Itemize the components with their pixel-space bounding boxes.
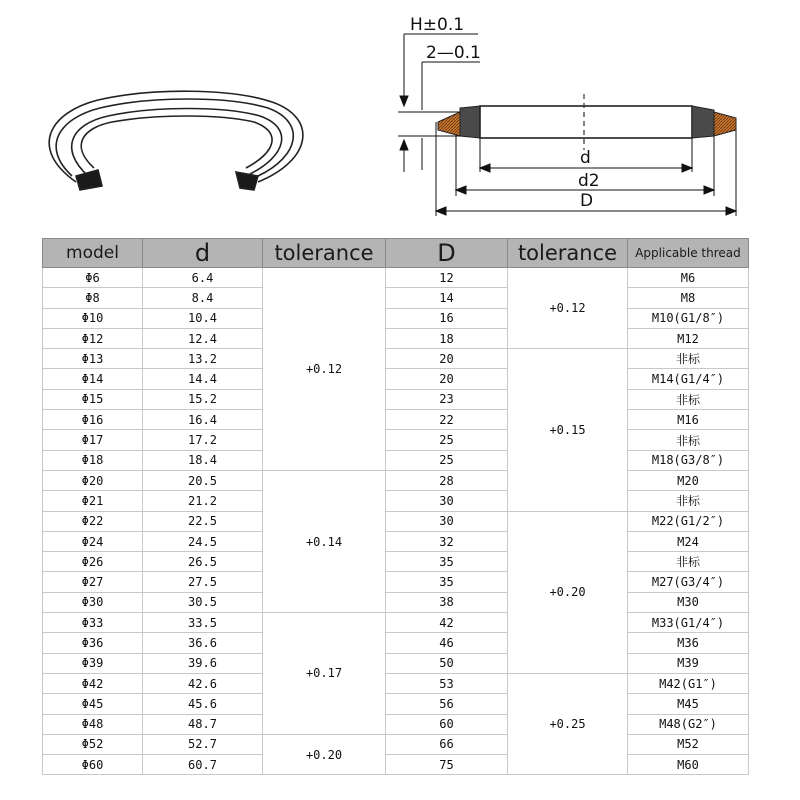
applicable-thread-cell: M33(G1/4″) [628, 613, 749, 633]
table-row [43, 349, 749, 369]
outer-diameter-cell: 75 [386, 755, 508, 775]
applicable-thread-cell: M30 [628, 592, 749, 612]
outer-diameter-cell: 25 [386, 450, 508, 470]
applicable-thread-cell: M8 [628, 288, 749, 308]
model-cell: Φ10 [43, 308, 143, 328]
table-row [43, 714, 749, 734]
applicable-thread-cell: M14(G1/4″) [628, 369, 749, 389]
inner-diameter-cell: 33.5 [143, 613, 263, 633]
inner-diameter-cell: 42.6 [143, 673, 263, 693]
table-row [43, 308, 749, 328]
model-cell: Φ6 [43, 268, 143, 288]
inner-diameter-cell: 36.6 [143, 633, 263, 653]
table-row [43, 470, 749, 490]
header-applicable-thread: Applicable thread [628, 239, 749, 268]
table-row [43, 511, 749, 531]
outer-diameter-cell: 28 [386, 470, 508, 490]
applicable-thread-cell: 非标 [628, 389, 749, 409]
outer-diameter-cell: 53 [386, 673, 508, 693]
outer-diameter-cell: 32 [386, 531, 508, 551]
D-tolerance-cell: +0.20 [508, 511, 628, 673]
applicable-thread-cell: M16 [628, 410, 749, 430]
table-row [43, 430, 749, 450]
model-cell: Φ60 [43, 755, 143, 775]
applicable-thread-cell: M12 [628, 328, 749, 348]
applicable-thread-cell: M45 [628, 694, 749, 714]
lip-tolerance-label: 2—0.1 [426, 43, 481, 63]
inner-diameter-cell: 8.4 [143, 288, 263, 308]
model-cell: Φ42 [43, 673, 143, 693]
table-row [43, 288, 749, 308]
d-tolerance-cell: +0.17 [263, 613, 386, 735]
table-row [43, 410, 749, 430]
model-cell: Φ20 [43, 470, 143, 490]
table-row [43, 552, 749, 572]
table-row [43, 734, 749, 754]
outer-diameter-cell: 50 [386, 653, 508, 673]
applicable-thread-cell: M36 [628, 633, 749, 653]
inner-diameter-cell: 60.7 [143, 755, 263, 775]
dim-d-label: d [580, 148, 591, 168]
header-d-tolerance: tolerance [263, 239, 386, 268]
inner-diameter-cell: 16.4 [143, 410, 263, 430]
applicable-thread-cell: M60 [628, 755, 749, 775]
inner-diameter-cell: 52.7 [143, 734, 263, 754]
model-cell: Φ22 [43, 511, 143, 531]
model-cell: Φ48 [43, 714, 143, 734]
outer-diameter-cell: 22 [386, 410, 508, 430]
inner-diameter-cell: 22.5 [143, 511, 263, 531]
table-row [43, 592, 749, 612]
inner-diameter-cell: 39.6 [143, 653, 263, 673]
table-row [43, 491, 749, 511]
applicable-thread-cell: M6 [628, 268, 749, 288]
inner-diameter-cell: 27.5 [143, 572, 263, 592]
table-row [43, 755, 749, 775]
outer-diameter-cell: 60 [386, 714, 508, 734]
table-row [43, 531, 749, 551]
inner-diameter-cell: 10.4 [143, 308, 263, 328]
outer-diameter-cell: 35 [386, 572, 508, 592]
inner-diameter-cell: 24.5 [143, 531, 263, 551]
inner-diameter-cell: 21.2 [143, 491, 263, 511]
D-tolerance-cell: +0.12 [508, 268, 628, 349]
applicable-thread-cell: M22(G1/2″) [628, 511, 749, 531]
applicable-thread-cell: M39 [628, 653, 749, 673]
table-row [43, 328, 749, 348]
outer-diameter-cell: 38 [386, 592, 508, 612]
inner-diameter-cell: 17.2 [143, 430, 263, 450]
table-row [43, 572, 749, 592]
inner-diameter-cell: 6.4 [143, 268, 263, 288]
table-row [43, 389, 749, 409]
dim-D-label: D [580, 191, 594, 211]
table-row [43, 369, 749, 389]
outer-diameter-cell: 20 [386, 369, 508, 389]
outer-diameter-cell: 18 [386, 328, 508, 348]
model-cell: Φ15 [43, 389, 143, 409]
applicable-thread-cell: M52 [628, 734, 749, 754]
header-D-tolerance: tolerance [508, 239, 628, 268]
outer-diameter-cell: 14 [386, 288, 508, 308]
outer-diameter-cell: 23 [386, 389, 508, 409]
model-cell: Φ13 [43, 349, 143, 369]
applicable-thread-cell: M27(G3/4″) [628, 572, 749, 592]
model-cell: Φ30 [43, 592, 143, 612]
seal-specification-table [42, 238, 749, 775]
table-row [43, 613, 749, 633]
inner-diameter-cell: 45.6 [143, 694, 263, 714]
dim-d2-label: d2 [578, 171, 600, 191]
model-cell: Φ14 [43, 369, 143, 389]
model-cell: Φ33 [43, 613, 143, 633]
outer-diameter-cell: 20 [386, 349, 508, 369]
inner-diameter-cell: 30.5 [143, 592, 263, 612]
header-D: D [386, 239, 508, 268]
applicable-thread-cell: M20 [628, 470, 749, 490]
applicable-thread-cell: 非标 [628, 430, 749, 450]
table-row [43, 450, 749, 470]
model-cell: Φ21 [43, 491, 143, 511]
inner-diameter-cell: 13.2 [143, 349, 263, 369]
d-tolerance-cell: +0.20 [263, 734, 386, 775]
table-body [43, 268, 749, 775]
inner-diameter-cell: 18.4 [143, 450, 263, 470]
applicable-thread-cell: M42(G1″) [628, 673, 749, 693]
outer-diameter-cell: 25 [386, 430, 508, 450]
outer-diameter-cell: 12 [386, 268, 508, 288]
applicable-thread-cell: M48(G2″) [628, 714, 749, 734]
outer-diameter-cell: 35 [386, 552, 508, 572]
outer-diameter-cell: 30 [386, 511, 508, 531]
header-model: model [43, 239, 143, 268]
model-cell: Φ39 [43, 653, 143, 673]
model-cell: Φ45 [43, 694, 143, 714]
model-cell: Φ12 [43, 328, 143, 348]
table-row [43, 673, 749, 693]
inner-diameter-cell: 15.2 [143, 389, 263, 409]
inner-diameter-cell: 14.4 [143, 369, 263, 389]
applicable-thread-cell: 非标 [628, 552, 749, 572]
table-row [43, 268, 749, 288]
seal-technical-drawing [0, 0, 800, 230]
D-tolerance-cell: +0.25 [508, 673, 628, 774]
inner-diameter-cell: 20.5 [143, 470, 263, 490]
model-cell: Φ36 [43, 633, 143, 653]
D-tolerance-cell: +0.15 [508, 349, 628, 511]
table-row [43, 633, 749, 653]
table-header-row [43, 239, 749, 268]
model-cell: Φ27 [43, 572, 143, 592]
seal-cross-section [438, 94, 736, 150]
applicable-thread-cell: M18(G3/8″) [628, 450, 749, 470]
outer-diameter-cell: 16 [386, 308, 508, 328]
applicable-thread-cell: 非标 [628, 491, 749, 511]
model-cell: Φ17 [43, 430, 143, 450]
applicable-thread-cell: M24 [628, 531, 749, 551]
outer-diameter-cell: 56 [386, 694, 508, 714]
outer-diameter-cell: 30 [386, 491, 508, 511]
outer-diameter-cell: 46 [386, 633, 508, 653]
model-cell: Φ18 [43, 450, 143, 470]
model-cell: Φ8 [43, 288, 143, 308]
seal-ring-illustration [49, 91, 303, 190]
inner-diameter-cell: 48.7 [143, 714, 263, 734]
header-d: d [143, 239, 263, 268]
model-cell: Φ52 [43, 734, 143, 754]
table-row [43, 653, 749, 673]
d-tolerance-cell: +0.14 [263, 470, 386, 612]
applicable-thread-cell: M10(G1/8″) [628, 308, 749, 328]
d-tolerance-cell: +0.12 [263, 268, 386, 471]
model-cell: Φ16 [43, 410, 143, 430]
inner-diameter-cell: 26.5 [143, 552, 263, 572]
model-cell: Φ24 [43, 531, 143, 551]
applicable-thread-cell: 非标 [628, 349, 749, 369]
model-cell: Φ26 [43, 552, 143, 572]
outer-diameter-cell: 66 [386, 734, 508, 754]
inner-diameter-cell: 12.4 [143, 328, 263, 348]
height-tolerance-label: H±0.1 [410, 15, 465, 35]
table-row [43, 694, 749, 714]
outer-diameter-cell: 42 [386, 613, 508, 633]
